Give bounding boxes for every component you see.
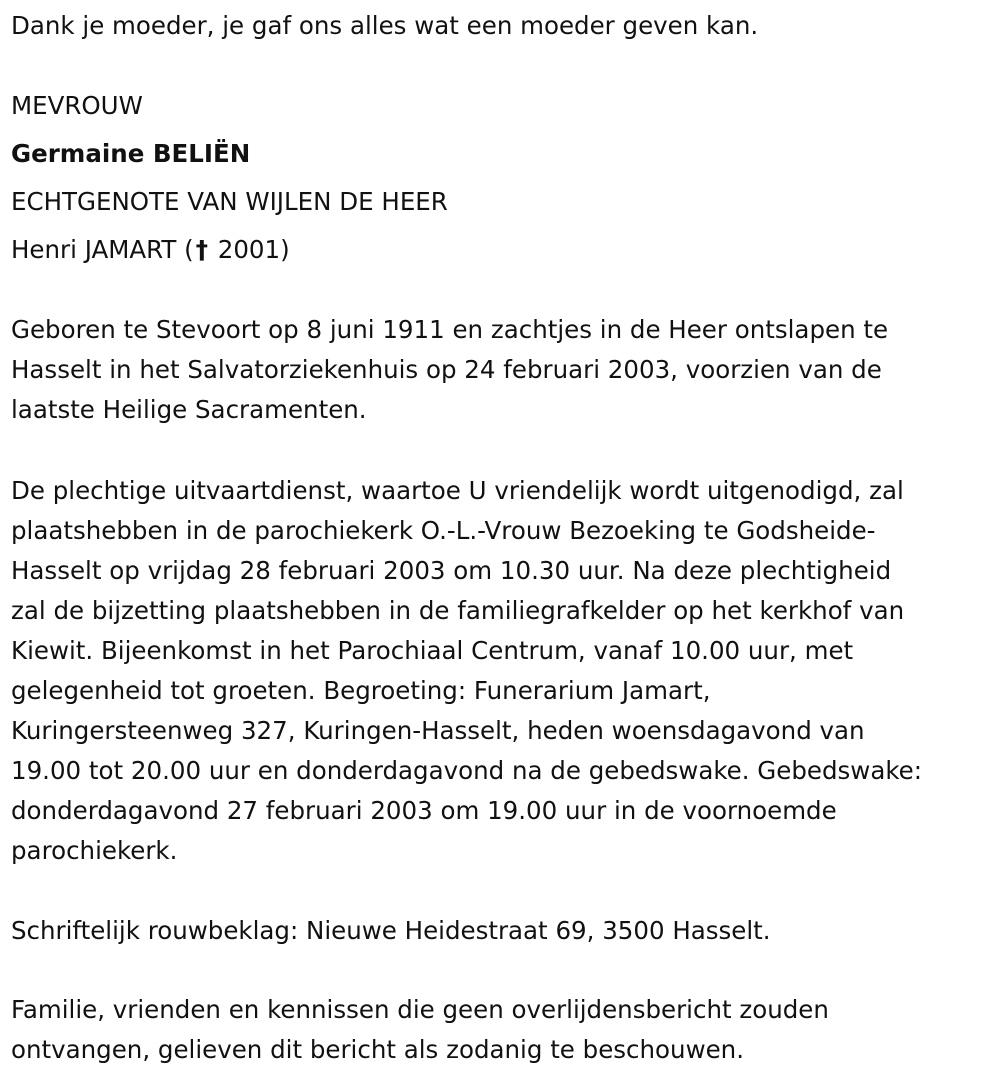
paragraph-line: Hasselt op vrijdag 28 februari 2003 om 10.30 uur. Na deze plechtigheid bbox=[11, 556, 892, 585]
paragraph-line: ontvangen, gelieven dit bericht als zodanig te beschouwen. bbox=[11, 1035, 745, 1064]
paragraph-line: donderdagavond 27 februari 2003 om 19.00 uur in de voornoemde bbox=[11, 796, 837, 825]
paragraph-line: Kiewit. Bijeenkomst in het Parochiaal Centrum, vanaf 10.00 uur, met bbox=[11, 636, 854, 665]
paragraph-line: De plechtige uitvaartdienst, waartoe U vriendelijk wordt uitgenodigd, zal bbox=[11, 476, 904, 505]
spouse-line bbox=[11, 230, 290, 270]
paragraph-line: plaatshebben in de parochiekerk O.-L.-Vrouw Bezoeking te Godsheide- bbox=[11, 516, 876, 545]
paragraph-line: Kuringersteenweg 327, Kuringen-Hasselt, heden woensdagavond van bbox=[11, 716, 865, 745]
paragraph-line: parochiekerk. bbox=[11, 836, 178, 865]
paragraph-line: Hasselt in het Salvatorziekenhuis op 24 februari 2003, voorzien van de bbox=[11, 355, 882, 384]
cross-icon: † bbox=[195, 235, 208, 264]
funeral-paragraph bbox=[11, 471, 996, 871]
paragraph-line: Geboren te Stevoort op 8 juni 1911 en zachtjes in de Heer ontslapen te bbox=[11, 315, 889, 344]
birth-death-paragraph bbox=[11, 310, 996, 430]
condolence-line: Schriftelijk rouwbeklag: Nieuwe Heidestraat 69, 3500 Hasselt. bbox=[11, 916, 771, 945]
paragraph-line: Familie, vrienden en kennissen die geen overlijdensbericht zouden bbox=[11, 995, 829, 1024]
paragraph-line: laatste Heilige Sacramenten. bbox=[11, 395, 367, 424]
thanks-line: Dank je moeder, je gaf ons alles wat een moeder geven kan. bbox=[11, 11, 759, 40]
relation-line: ECHTGENOTE VAN WIJLEN DE HEER bbox=[11, 187, 448, 216]
spouse-year: 2001) bbox=[209, 235, 290, 264]
paragraph-line: gelegenheid tot groeten. Begroeting: Funerarium Jamart, bbox=[11, 676, 711, 705]
spouse-name: Henri JAMART ( bbox=[11, 235, 194, 264]
paragraph-line: zal de bijzetting plaatshebben in de familiegrafkelder op het kerkhof van bbox=[11, 596, 905, 625]
closing-paragraph bbox=[11, 990, 996, 1070]
paragraph-line: 19.00 tot 20.00 uur en donderdagavond na de gebedswake. Gebedswake: bbox=[11, 756, 922, 785]
deceased-name: Germaine BELIËN bbox=[11, 139, 251, 168]
salutation: MEVROUW bbox=[11, 91, 143, 120]
